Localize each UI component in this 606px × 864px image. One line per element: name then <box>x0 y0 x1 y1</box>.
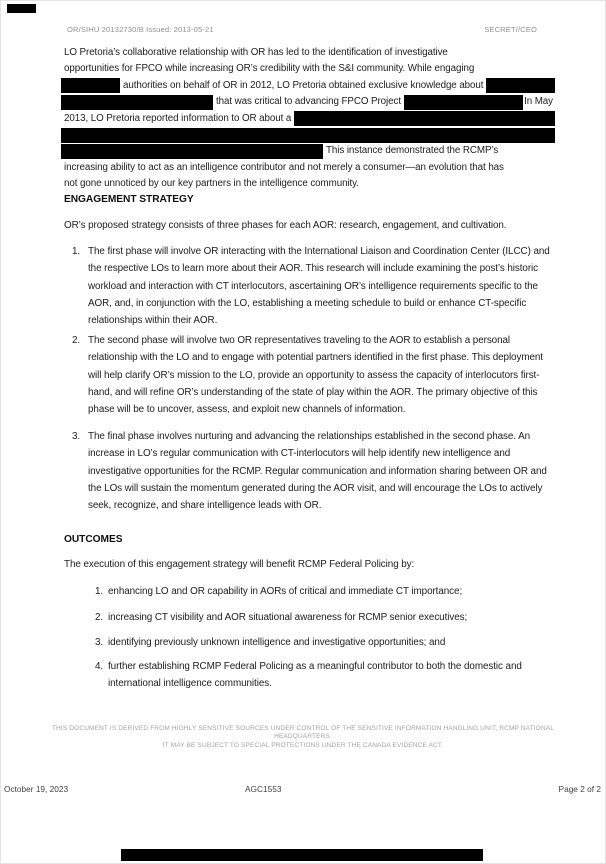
classification-marking: SECRET//CEO <box>484 25 537 34</box>
outcome-list-item <box>64 583 553 600</box>
paragraph-text: In May <box>524 96 553 108</box>
paragraph-text: opportunities for FPCO while increasing OR’s credibility with the S&I community. While engaging <box>64 63 475 75</box>
paragraph-line <box>64 176 553 192</box>
outcome-list-item <box>64 658 553 693</box>
list-number: 3. <box>95 637 104 648</box>
list-item-text: The first phase will involve OR interacting with the International Liaison and Coordination Center (ILCC) and the respective LOs to learn more about their AOR. This research will include examining the post’s historic workload and interaction with CT interlocutors, ascertaining OR’s intelligence requirements specific to the AOR, and, in conjunction with the LO, establishing a meeting schedule to build or enhance CT-specific relationships within their AOR. <box>88 246 550 327</box>
list-number: 2. <box>95 612 104 623</box>
paragraph-text: 2013, LO Pretoria reported information to OR about a <box>64 112 292 124</box>
list-number: 2. <box>72 335 81 346</box>
paragraph-line <box>64 61 553 77</box>
list-item-text: The final phase involves nurturing and advancing the relationships established in the second phase. An increase in LO’s regular communication with CT-interlocutors will help identify new intelligence and investigative opportunities for the RCMP. Regular communication and information sharing between OR and the LOs will sustain the momentum generated during the AOR visit, and will encourage the LOs to actively seek, recognize, and share intelligence leads with OR. <box>88 431 547 512</box>
outcomes-intro: The execution of this engagement strategy will benefit RCMP Federal Policing by: <box>64 559 415 570</box>
list-item-text: increasing CT visibility and AOR situational awareness for RCMP senior executives; <box>108 612 468 623</box>
footer-exhibit-number: AGC1553 <box>245 784 282 794</box>
redaction-box <box>61 144 323 159</box>
paragraph-text: authorities on behalf of OR in 2012, LO Pretoria obtained exclusive knowledge about <box>123 79 484 91</box>
paragraph-line <box>64 143 553 159</box>
fine-print-line: THIS DOCUMENT IS DERIVED FROM HIGHLY SENSITIVE SOURCES UNDER CONTROL OF THE SENSITIVE INFORMATION HANDLING UNIT, RCMP NATIONAL HEADQUARTERS. <box>51 725 555 741</box>
redaction-box <box>61 95 213 110</box>
paragraph-text: LO Pretoria’s collaborative relationship with OR has led to the identification of investigative <box>64 47 448 58</box>
paragraph-text: This instance demonstrated the RCMP’s <box>326 145 499 157</box>
redaction-box <box>486 78 555 93</box>
outcome-list-item <box>64 609 553 626</box>
paragraph-line <box>64 45 553 61</box>
fine-print-line: IT MAY BE SUBJECT TO SPECIAL PROTECTIONS UNDER THE CANADA EVIDENCE ACT. <box>162 741 444 749</box>
list-number: 3. <box>72 431 81 442</box>
paragraph-line <box>64 111 553 127</box>
engagement-strategy-heading: ENGAGEMENT STRATEGY <box>64 194 194 205</box>
paragraph-text: that was critical to advancing FPCO Project <box>216 96 401 108</box>
redaction-box <box>61 128 555 143</box>
paragraph-text: increasing ability to act as an intelligence contributor and not merely a consumer—an evolution that has <box>64 161 504 173</box>
paragraph-line <box>64 127 553 143</box>
list-number: 1. <box>95 586 104 597</box>
redaction-box <box>294 111 555 126</box>
phase-list-item <box>64 332 553 418</box>
list-item-text: enhancing LO and OR capability in AORs of critical and immediate CT importance; <box>108 586 463 597</box>
outcomes-heading: OUTCOMES <box>64 534 123 545</box>
redaction-box <box>404 95 523 110</box>
list-number: 1. <box>72 246 81 257</box>
footer-date: October 19, 2023 <box>4 784 69 794</box>
outcome-list-item <box>64 634 553 651</box>
sensitivity-fine-print <box>40 725 566 750</box>
engagement-strategy-intro: OR’s proposed strategy consists of three phases for each AOR: research, engagement, and cultivation. <box>64 220 507 231</box>
document-reference: OR/SIHU 20132730/B Issued: 2013-05-21 <box>67 25 214 34</box>
footer-page-number: Page 2 of 2 <box>558 784 601 794</box>
redacted-paragraph <box>64 45 553 193</box>
paragraph-line <box>64 78 553 94</box>
redaction-box <box>61 78 120 93</box>
paragraph-line <box>64 94 553 110</box>
phase-list-item <box>64 428 553 514</box>
phase-list-item <box>64 243 553 329</box>
list-item-text: The second phase will involve two OR representatives traveling to the AOR to establish a personal relationship with the LO and to engage with potential partners identified in the first phase. This deployment will help clarify OR’s mission to the LO, provide an opportunity to assess the capacity of interlocutors first-hand, and will refine OR’s understanding of the state of play within the AOR. The primary objective of this phase will be to uncover, assess, and exploit new channels of information. <box>88 335 543 416</box>
paragraph-line <box>64 160 553 176</box>
list-item-text: identifying previously unknown intelligence and investigative opportunities; and <box>108 637 446 648</box>
redaction-box-top-left <box>7 4 36 13</box>
redaction-bar-bottom <box>121 849 483 861</box>
list-item-text: further establishing RCMP Federal Policing as a meaningful contributor to both the domestic and international intelligence communities. <box>108 661 522 690</box>
paragraph-text: not gone unnoticed by our key partners in the intelligence community. <box>64 178 359 190</box>
list-number: 4. <box>95 661 104 672</box>
